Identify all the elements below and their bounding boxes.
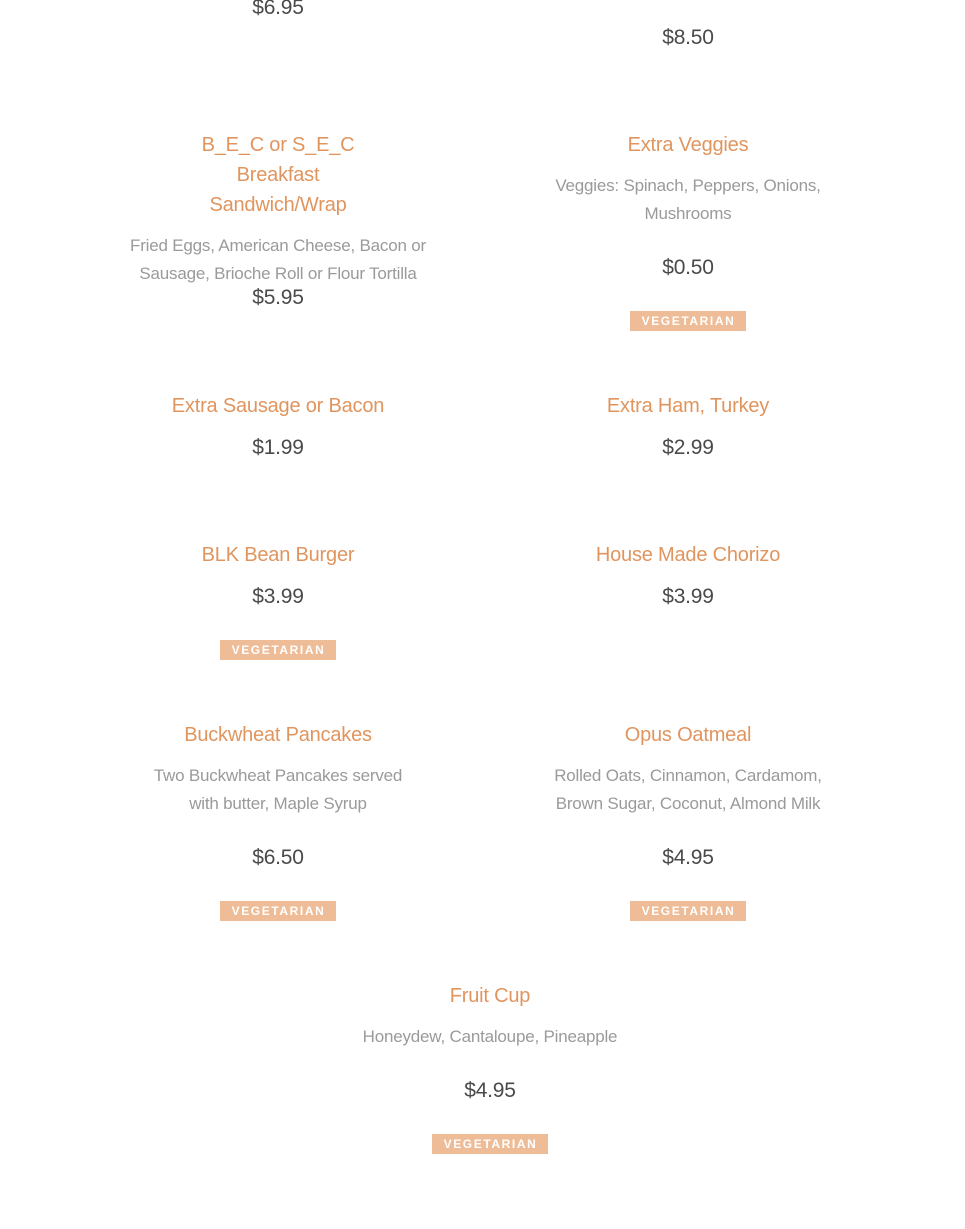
menu-item-title: Buckwheat Pancakes (184, 724, 372, 746)
menu-item-description: Rolled Oats, Cinnamon, Cardamom, Brown Sugar, Coconut, Almond Milk (554, 766, 822, 813)
menu-item-description: Fried Eggs, American Cheese, Bacon or Sausage, Brioche Roll or Flour Tortilla (130, 236, 426, 283)
menu-item-title: Fruit Cup (449, 985, 531, 1007)
menu-item-price: $8.50 (662, 26, 714, 49)
menu-item-price: $4.95 (662, 846, 714, 869)
badge-wrap (178, 901, 378, 921)
menu-item (543, 720, 833, 818)
menu-item-price: $6.95 (252, 0, 304, 19)
menu-item (128, 540, 428, 570)
menu-item-price: $3.99 (662, 585, 714, 608)
vegetarian-badge: VEGETARIAN (220, 901, 337, 921)
menu-item-price: $2.99 (662, 436, 714, 459)
badge-wrap (588, 311, 788, 331)
menu-item-price: $1.99 (252, 436, 304, 459)
menu-item (128, 391, 428, 421)
vegetarian-badge: VEGETARIAN (432, 1134, 549, 1154)
menu-item-title: Extra Ham, Turkey (606, 395, 770, 417)
menu-item-description: Veggies: Spinach, Peppers, Onions, Mushrooms (555, 176, 821, 223)
vegetarian-badge: VEGETARIAN (630, 311, 747, 331)
menu-item-title: Extra Veggies (627, 134, 749, 156)
menu-item-description: Two Buckwheat Pancakes served with butter, Maple Syrup (153, 766, 403, 813)
menu-item (548, 540, 828, 570)
menu-item (128, 130, 428, 288)
menu-item-price: $0.50 (662, 256, 714, 279)
menu-item-description: Honeydew, Cantaloupe, Pineapple (362, 1027, 618, 1046)
menu-item-title: Extra Sausage or Bacon (171, 395, 385, 417)
menu-item-title: Opus Oatmeal (624, 724, 752, 746)
menu-item-price: $3.99 (252, 585, 304, 608)
menu-item-price: $4.95 (464, 1079, 516, 1102)
vegetarian-badge: VEGETARIAN (630, 901, 747, 921)
menu-item (548, 391, 828, 421)
menu-item (548, 130, 828, 228)
menu-item-price: $5.95 (252, 286, 304, 309)
menu-item-title: BLK Bean Burger (201, 544, 355, 566)
menu-item-price: $6.50 (252, 846, 304, 869)
badge-wrap (178, 640, 378, 660)
menu-item-title: B_E_C or S_E_C Breakfast Sandwich/Wrap (201, 134, 355, 216)
vegetarian-badge: VEGETARIAN (220, 640, 337, 660)
menu-item (128, 720, 428, 818)
menu-item (330, 981, 650, 1051)
badge-wrap (390, 1134, 590, 1154)
badge-wrap (588, 901, 788, 921)
menu-item-title: House Made Chorizo (595, 544, 781, 566)
